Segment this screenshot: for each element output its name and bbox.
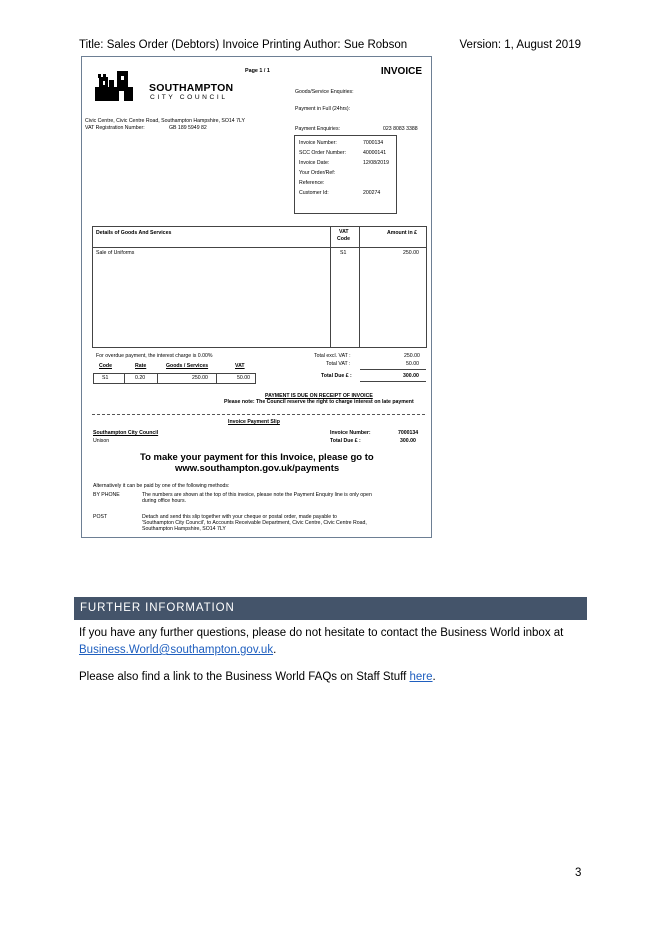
- scc-order-label: SCC Order Number:: [299, 150, 346, 156]
- phone-text-1: The numbers are shown at the top of this invoice, please note the Payment Enquiry line is only open: [142, 492, 372, 498]
- slip-invoice-value: 7000134: [398, 430, 419, 436]
- slip-customer: Unison: [93, 438, 110, 444]
- total-excl-label: Total excl. VAT :: [314, 353, 351, 359]
- faq-here-link[interactable]: here: [409, 671, 433, 683]
- vat-col-code: Code: [99, 363, 112, 369]
- pay-line-1: To make your payment for this Invoice, please go to: [140, 452, 374, 463]
- goods-row-amount: 250.00: [403, 250, 419, 256]
- vat-row-code: S1: [102, 375, 109, 381]
- p1-end: .: [273, 644, 277, 656]
- total-due-value: 300.00: [403, 373, 419, 379]
- total-excl-value: 250.00: [404, 353, 420, 359]
- vat-row-vat: 50.00: [237, 375, 250, 381]
- further-info-paragraph-1: [79, 627, 563, 639]
- goods-col-vat-2: Code: [337, 236, 350, 242]
- goods-row-vat: S1: [340, 250, 347, 256]
- payment-enquiries-label: Payment Enquiries:: [295, 126, 340, 132]
- payment-enquiries-value: 023 8083 3388: [383, 126, 418, 132]
- scc-order-value: 40000141: [363, 150, 387, 156]
- total-vat-value: 50.00: [406, 361, 419, 367]
- vat-row-rate: 0.20: [135, 375, 146, 381]
- post-text-2: 'Southampton City Council', to Accounts Receivable Department, Civic Centre, Civic Centre Road,: [142, 520, 367, 526]
- invoice-page-number: Page 1 / 1: [245, 68, 270, 74]
- further-info-paragraph-2: [79, 671, 436, 683]
- further-info-heading-bar: [74, 597, 587, 620]
- vat-table-row: [93, 373, 256, 384]
- invoice-number-value: 7000134: [363, 140, 384, 146]
- goods-col-vat-1: VAT: [339, 229, 349, 235]
- phone-text-2: during office hours.: [142, 498, 187, 504]
- p1-text: If you have any further questions, please do not hesitate to contact the Business World inbox at: [79, 627, 564, 639]
- goods-col-amount: Amount in £: [387, 230, 417, 236]
- goods-row-desc: Sale of Uniforms: [96, 250, 135, 256]
- further-info-title: FURTHER INFORMATION: [80, 602, 235, 614]
- payment-in-full: Payment in Full (24hrs):: [295, 106, 351, 112]
- org-subtitle: CITY COUNCIL: [150, 94, 228, 101]
- invoice-image: [81, 56, 432, 538]
- total-vat-label: Total VAT :: [326, 361, 351, 367]
- invoice-number-label: Invoice Number:: [299, 140, 337, 146]
- tear-off-line: [92, 414, 425, 415]
- vat-col-rate: Rate: [135, 363, 147, 369]
- p2-end: .: [432, 671, 436, 683]
- business-world-email-link[interactable]: Business.World@southampton.gov.uk: [79, 644, 274, 656]
- goods-enquiries: Goods/Service Enquiries:: [295, 89, 354, 95]
- document-header-version: Version: 1, August 2019: [459, 39, 581, 51]
- post-text-1: Detach and send this slip together with your cheque or postal order, made payable to: [142, 514, 337, 520]
- vat-reg-label: VAT Registration Number:: [85, 125, 145, 131]
- your-order-label: Your Order/Ref:: [299, 170, 336, 176]
- due-notice: PAYMENT IS DUE ON RECEIPT OF INVOICE: [265, 393, 373, 399]
- vat-col-goods: Goods / Services: [166, 363, 209, 369]
- vat-reg-value: GB 189 5949 82: [169, 125, 207, 131]
- vat-row-goods: 250.00: [192, 375, 208, 381]
- phone-label: BY PHONE: [93, 492, 120, 498]
- org-name: SOUTHAMPTON: [149, 82, 234, 94]
- customer-id-label: Customer Id:: [299, 190, 329, 196]
- due-note: Please note: The Council reserve the right to charge interest on late payment: [224, 399, 414, 405]
- slip-invoice-label: Invoice Number:: [330, 430, 371, 436]
- slip-org: Southampton City Council: [93, 430, 159, 436]
- document-header-title: Title: Sales Order (Debtors) Invoice Printing Author: Sue Robson: [79, 39, 408, 51]
- pay-line-2: www.southampton.gov.uk/payments: [175, 463, 340, 474]
- invoice-date-label: Invoice Date:: [299, 160, 330, 166]
- p2-text: Please also find a link to the Business World FAQs on Staff Stuff: [79, 671, 410, 683]
- invoice-title: INVOICE: [380, 66, 422, 77]
- org-address: Civic Centre, Civic Centre Road, Southampton Hampshire, SO14 7LY: [85, 118, 245, 124]
- post-text-3: Southampton Hampshire, SO14 7LY: [142, 526, 226, 532]
- slip-due-label: Total Due £ :: [330, 438, 361, 444]
- customer-id-value: 200274: [363, 190, 381, 196]
- goods-col-details: Details of Goods And Services: [96, 230, 172, 236]
- slip-due-value: 300.00: [400, 438, 416, 444]
- castle-logo-icon: [95, 71, 133, 101]
- page-number: 3: [575, 867, 582, 879]
- post-label: POST: [93, 514, 108, 520]
- reference-label: Reference:: [299, 180, 325, 186]
- alt-methods: Alternatively it can be paid by one of the following methods:: [93, 483, 230, 489]
- overdue-note: For overdue payment, the interest charge is 0.00%: [96, 353, 213, 359]
- further-info-email-line: [79, 644, 276, 656]
- goods-table: [92, 226, 427, 348]
- total-due-label: Total Due £ :: [321, 373, 352, 379]
- invoice-date-value: 12/08/2019: [363, 160, 389, 166]
- slip-title: Invoice Payment Slip: [228, 419, 280, 425]
- vat-col-vat: VAT: [235, 363, 245, 369]
